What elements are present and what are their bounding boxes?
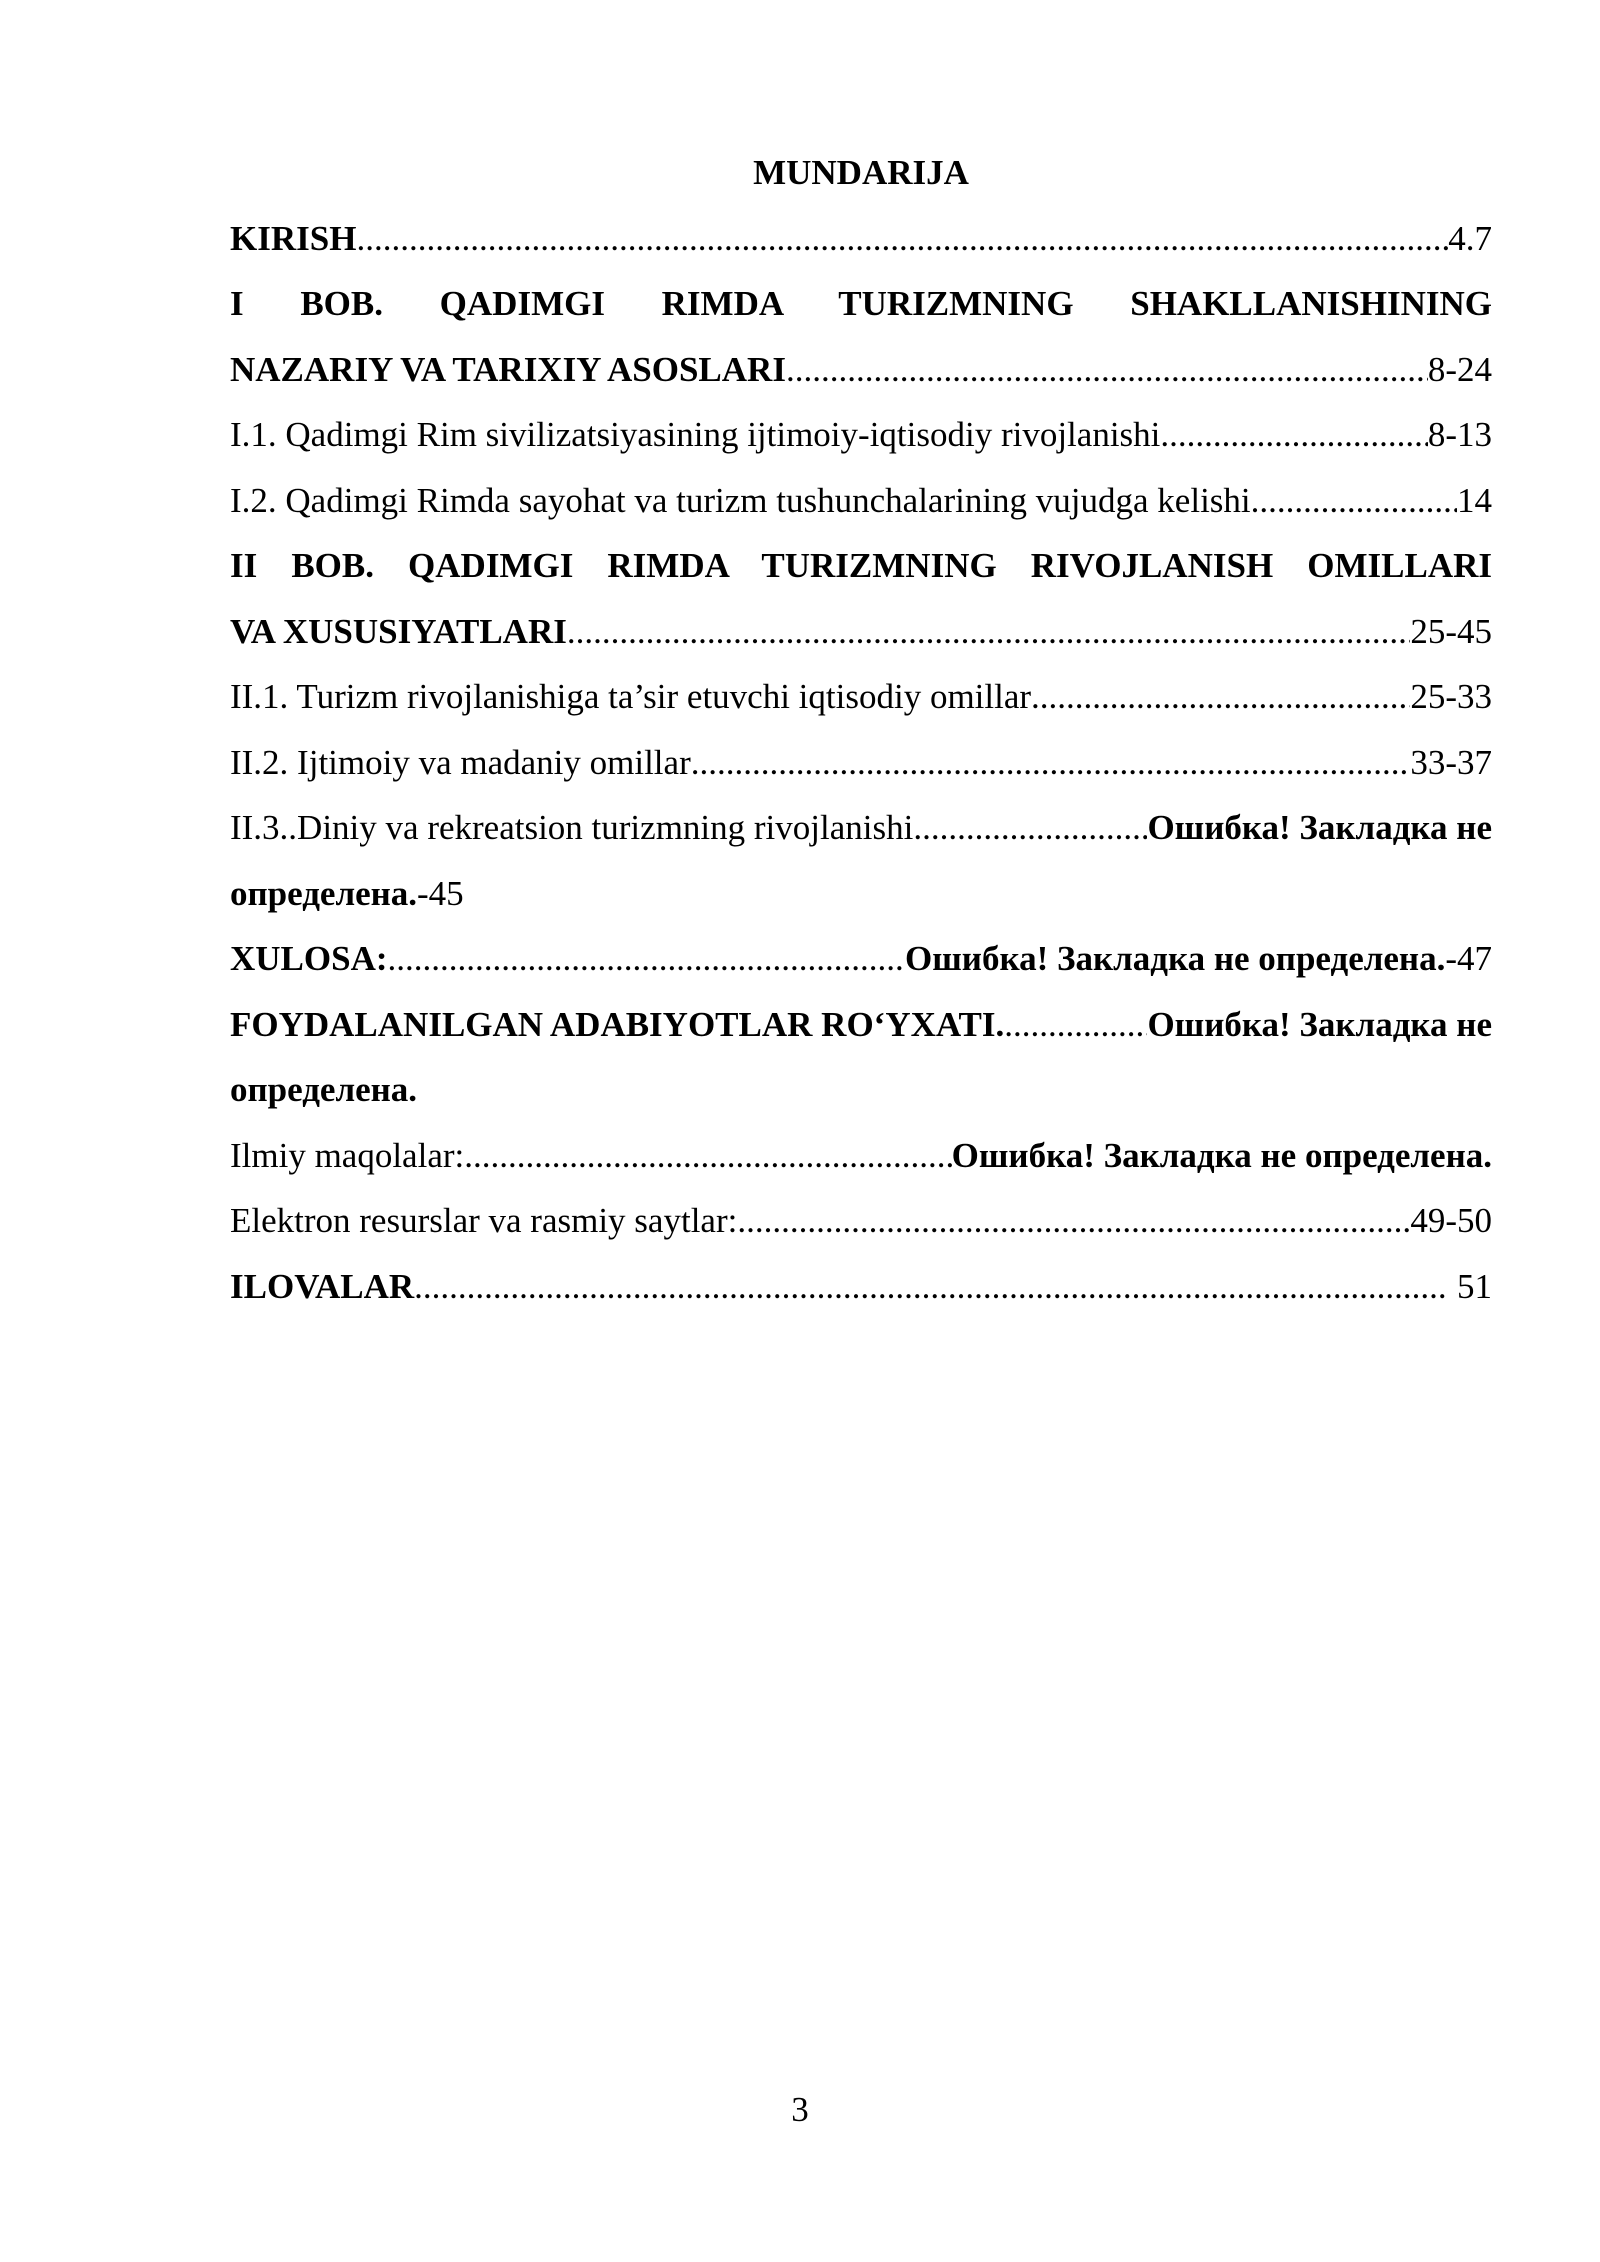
bookmark-error-text: определена. bbox=[230, 1070, 418, 1109]
dot-leader bbox=[1251, 468, 1457, 534]
toc-entry-chapter-1 bbox=[230, 337, 1492, 403]
toc-entry-page: 8-24 bbox=[1427, 349, 1492, 389]
toc-entry-label: II.2. Ijtimoiy va madaniy omillar bbox=[230, 742, 691, 782]
toc-entry-page: 4.7 bbox=[1448, 218, 1492, 258]
toc-entry-label: FOYDALANILGAN ADABIYOTLAR RO‘YXATI. bbox=[230, 1004, 1005, 1044]
toc-entry-page: 33-37 bbox=[1410, 742, 1492, 782]
bookmark-error-text: Ошибка! Закладка не bbox=[1147, 1004, 1492, 1044]
dot-leader bbox=[567, 599, 1411, 665]
dot-leader bbox=[786, 337, 1428, 403]
toc-entry-section-2-2 bbox=[230, 730, 1492, 796]
toc-entry-label: II.1. Turizm rivojlanishiga ta’sir etuvchi iqtisodiy omillar bbox=[230, 677, 1032, 716]
dot-leader bbox=[414, 1254, 1448, 1320]
dot-leader bbox=[388, 926, 905, 992]
toc-entry-label: Elektron resurslar va rasmiy saytlar: bbox=[230, 1201, 738, 1240]
dot-leader bbox=[1004, 992, 1147, 1058]
dot-leader bbox=[913, 795, 1147, 861]
dot-leader bbox=[1160, 402, 1427, 468]
toc-chapter-2-heading: II BOB. QADIMGI RIMDA TURIZMNING RIVOJLANISH OMILLARI bbox=[230, 546, 1492, 585]
toc-entry-label: KIRISH bbox=[230, 218, 357, 258]
toc-entry-label: VA XUSUSIYATLARI bbox=[230, 611, 567, 651]
toc-entry-electronic-resources bbox=[230, 1188, 1492, 1254]
toc-entry-xulosa bbox=[230, 926, 1492, 992]
toc-entry-page: -47 bbox=[1445, 939, 1492, 978]
toc-entry-page: 14 bbox=[1457, 480, 1492, 520]
dot-leader bbox=[464, 1123, 951, 1189]
dot-leader bbox=[1031, 664, 1410, 730]
toc-entry-page: 25-45 bbox=[1410, 611, 1492, 651]
toc-entry-kirish bbox=[230, 206, 1492, 272]
toc-entry-page: 51 bbox=[1448, 1266, 1492, 1306]
toc-entry-appendices bbox=[230, 1254, 1492, 1320]
toc-entry-chapter-2 bbox=[230, 599, 1492, 665]
toc-entry-section-2-3-continued bbox=[230, 861, 1492, 927]
toc-entry-page: 8-13 bbox=[1427, 415, 1492, 454]
dot-leader bbox=[356, 206, 1448, 272]
toc-entry-bibliography bbox=[230, 992, 1492, 1058]
bookmark-error-text: Ошибка! Закладка не определена. bbox=[951, 1135, 1492, 1175]
toc-entry-page: -45 bbox=[417, 873, 464, 913]
toc-entry-label: II.3..Diniy va rekreatsion turizmning rivojlanishi bbox=[230, 808, 914, 847]
bookmark-error-text: Ошибка! Закладка не определена. bbox=[905, 939, 1446, 978]
toc-entry-articles bbox=[230, 1123, 1492, 1189]
dot-leader bbox=[691, 730, 1411, 796]
bookmark-error-text: Ошибка! Закладка не bbox=[1147, 808, 1492, 847]
toc-entry-section-2-1 bbox=[230, 664, 1492, 730]
toc-entry-label: XULOSA: bbox=[230, 939, 388, 978]
toc-title: MUNDARIJA bbox=[753, 153, 969, 192]
toc-entry-label: Ilmiy maqolalar: bbox=[230, 1135, 465, 1175]
toc-entry-section-1-1 bbox=[230, 402, 1492, 468]
table-of-contents bbox=[230, 140, 1492, 1319]
toc-chapter-1-heading: I BOB. QADIMGI RIMDA TURIZMNING SHAKLLANISHINING bbox=[230, 284, 1492, 323]
page-number: 3 bbox=[791, 2090, 809, 2129]
toc-entry-label: NAZARIY VA TARIXIY ASOSLARI bbox=[230, 349, 786, 389]
toc-entry-label: I.1. Qadimgi Rim sivilizatsiyasining ijtimoiy-iqtisodiy rivojlanishi bbox=[230, 415, 1161, 454]
toc-entry-label: ILOVALAR bbox=[230, 1266, 415, 1306]
bookmark-error-text: определена. bbox=[230, 873, 418, 913]
toc-entry-section-2-3 bbox=[230, 795, 1492, 861]
toc-entry-page: 49-50 bbox=[1410, 1201, 1492, 1240]
toc-entry-section-1-2 bbox=[230, 468, 1492, 534]
toc-entry-page: 25-33 bbox=[1410, 677, 1492, 716]
dot-leader bbox=[737, 1188, 1410, 1254]
toc-entry-label: I.2. Qadimgi Rimda sayohat va turizm tushunchalarining vujudga kelishi bbox=[230, 480, 1251, 520]
